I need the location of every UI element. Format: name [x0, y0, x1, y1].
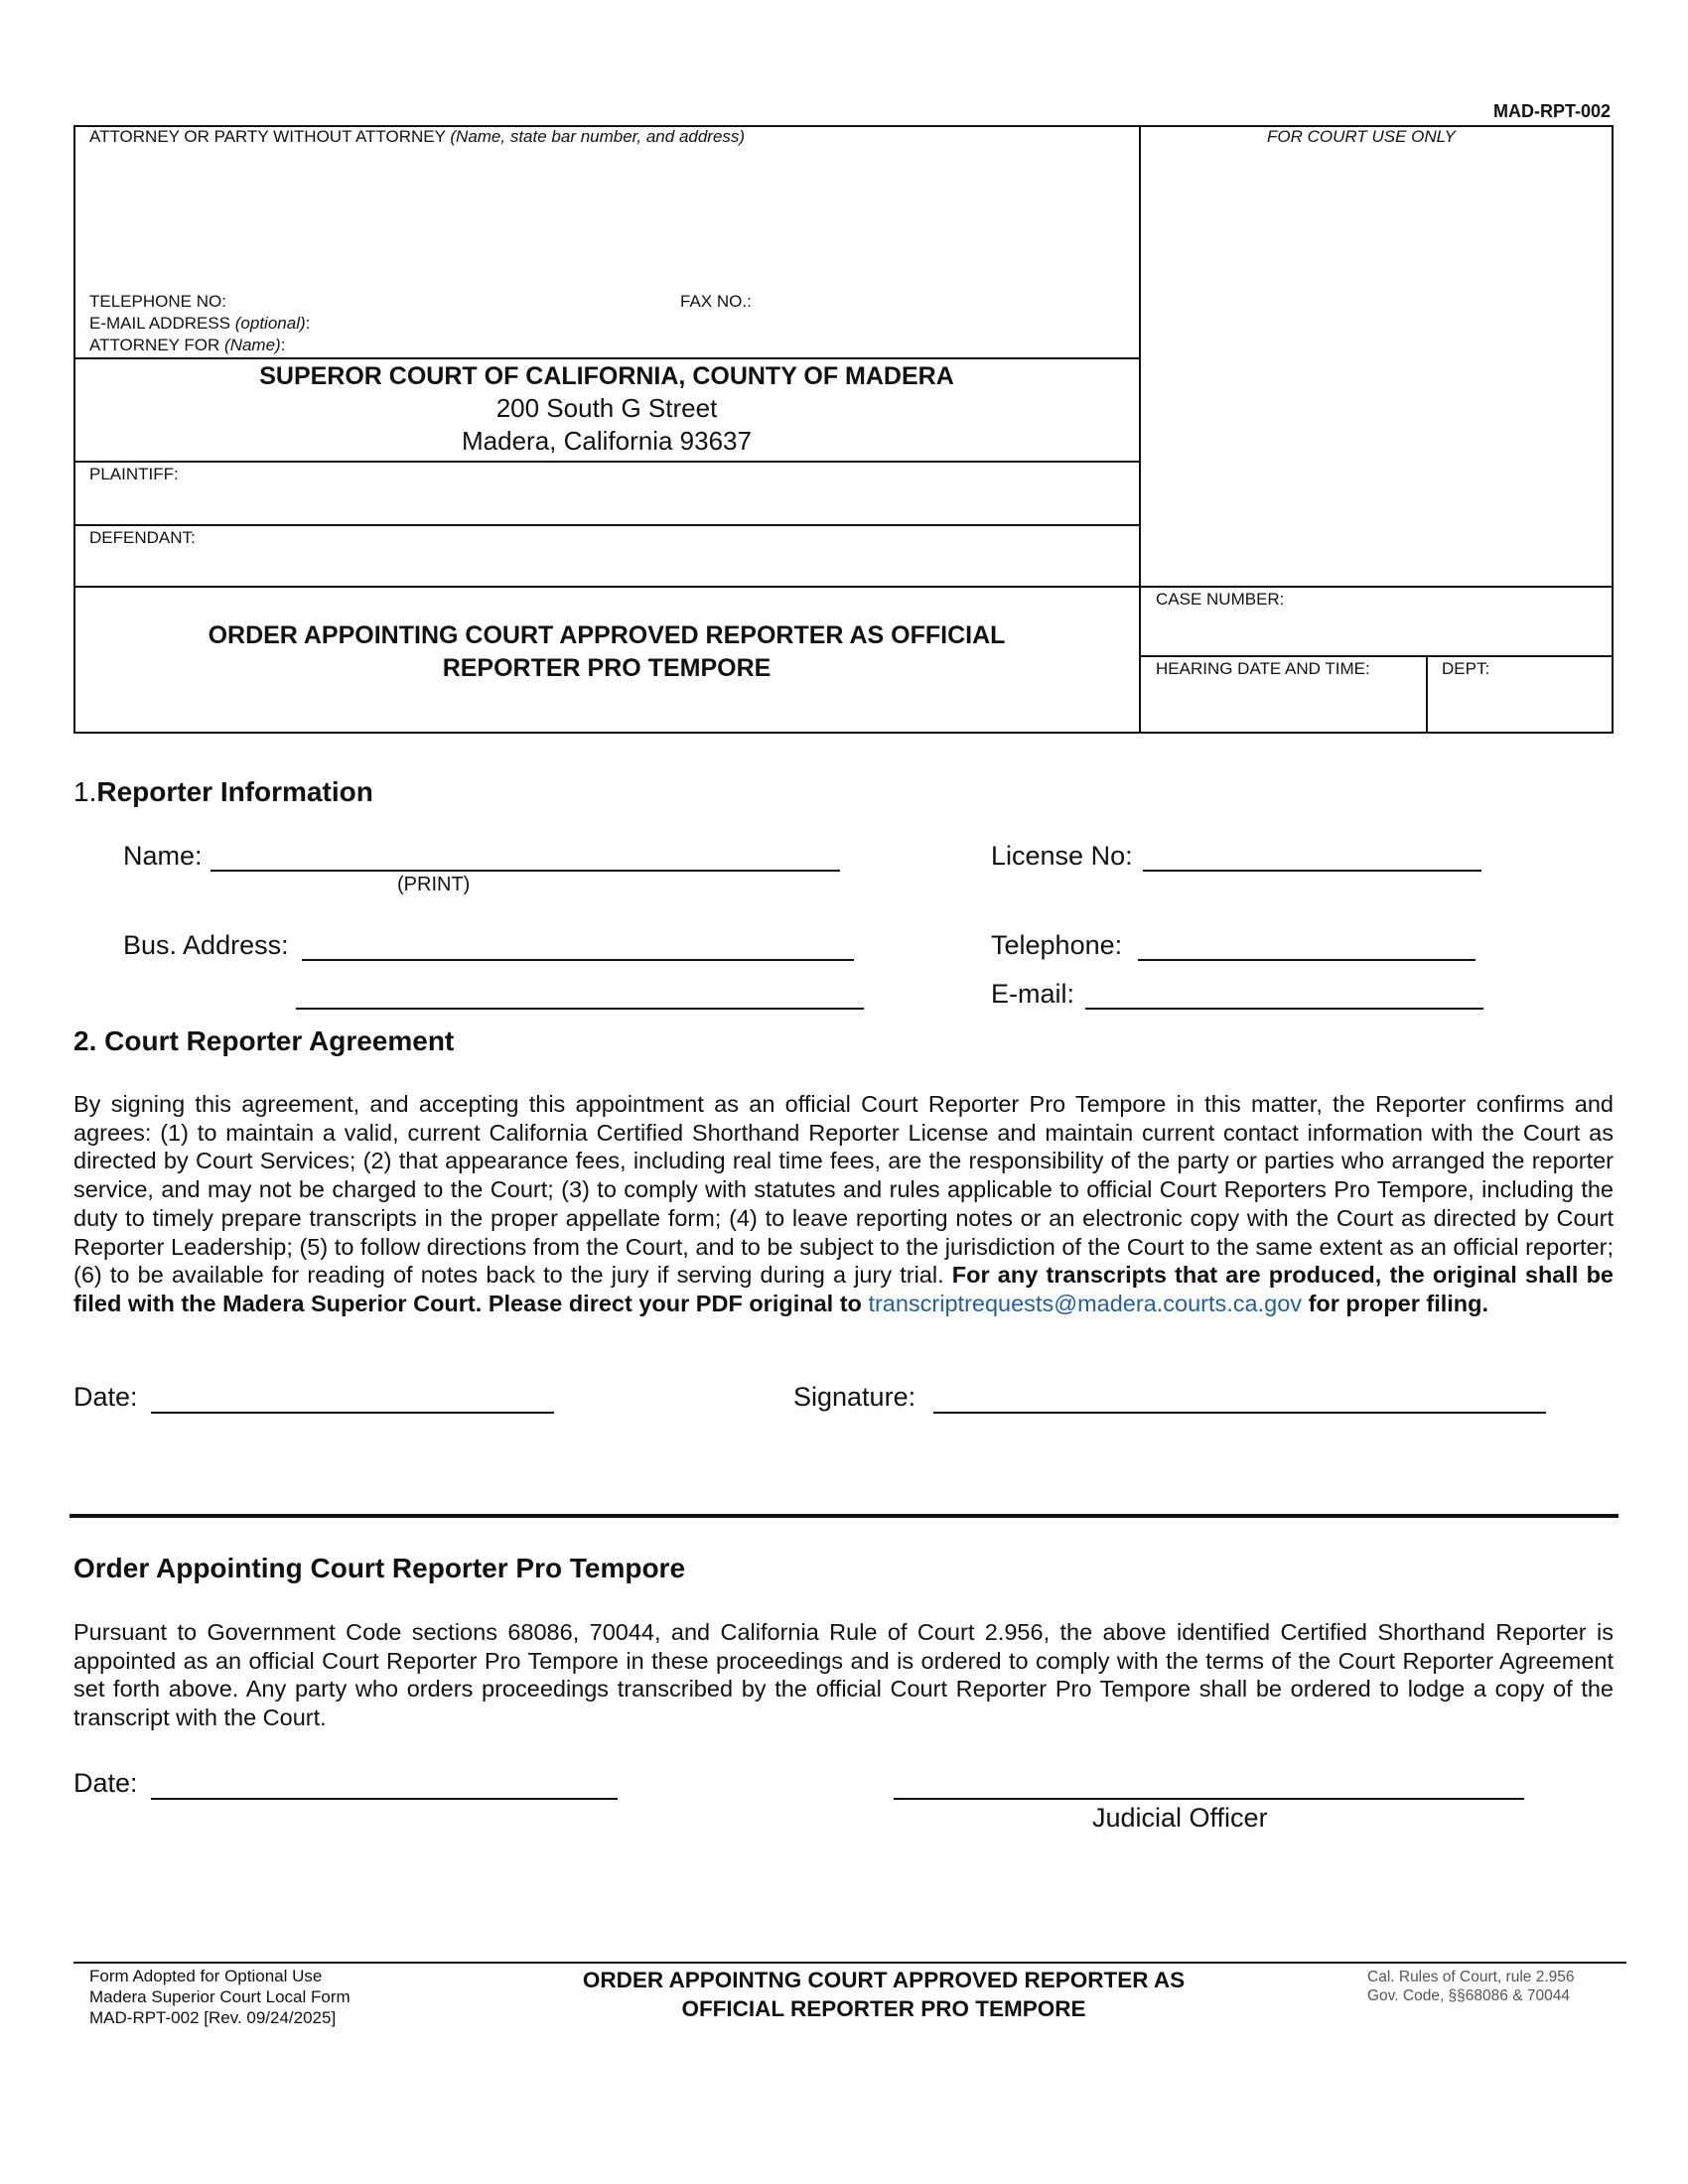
footer-title: ORDER APPOINTNG COURT APPROVED REPORTER AS OFFICIAL REPORTER PRO TEMPORE: [582, 1968, 1186, 2021]
dept-label: DEPT:: [1442, 659, 1490, 678]
agreement-heading: 2. Court Reporter Agreement: [73, 1025, 455, 1056]
rule-dept-divider: [1426, 655, 1428, 734]
form-id: MAD-RPT-002: [1492, 101, 1611, 121]
transcript-email-link[interactable]: transcriptrequests@madera.courts.ca.gov: [868, 1290, 1303, 1316]
agreement-date-label: Date:: [73, 1382, 138, 1412]
signature-label: Signature:: [793, 1382, 916, 1412]
telephone-field[interactable]: [1138, 959, 1476, 961]
order-date-label: Date:: [73, 1768, 138, 1798]
court-use-label: FOR COURT USE ONLY: [1267, 127, 1456, 146]
agreement-paragraph: By signing this agreement, and accepting this appointment as an official Court Reporter Pro Tempore in this matter, the Reporter confirms and agrees: (1) to maintain a valid, current California Certified Shorthand Reporter License and maintain current contact information with the Court as directed by Court Services; (2) that appearance fees, including real time fees, are the responsibility of the party or parties who arranged the reporter service, and may not be charged to the Court; (3) to comply with statutes and rules applicable to official Court Reporters Pro Tempore, including the duty to timely prepare transcripts in the proper appellate form; (4) to leave reporting notes or an electronic copy with the Court as directed by Court Reporter Leadership; (5) to follow directions from the Court, and to be subject to the jurisdiction of the Court to the same extent as an official reporter; (6) to be available for reading of notes back to the jury if serving during a jury trial. For any transcripts that are produced, the original shall be filed with the Madera Superior Court. Please direct your PDF original to transcriptrequests@madera.courts.ca.gov for proper filing.: [73, 1091, 1615, 1316]
bus-address-label: Bus. Address:: [123, 930, 289, 960]
reporter-email-label: E-mail:: [991, 979, 1075, 1009]
court-street: 200 South G Street: [495, 393, 718, 423]
reporter-info-heading: 1.Reporter Information: [73, 776, 373, 807]
reporter-name-field[interactable]: [211, 870, 840, 872]
signature-field[interactable]: [933, 1412, 1546, 1414]
order-paragraph: Pursuant to Government Code sections 68086, 70044, and California Rule of Court 2.956, the above identified Certified Shorthand Reporter is appointed as an official Court Reporter Pro Tempore in these proceedings and is ordered to comply with the terms of the Court Reporter Agreement set forth above. Any party who orders proceedings transcribed by the official Court Reporter Pro Tempore shall be ordered to lodge a copy of the transcript with the Court.: [73, 1619, 1614, 1731]
rule-defendant-top: [73, 524, 1140, 526]
judicial-officer-signature-field[interactable]: [894, 1798, 1524, 1800]
court-name: SUPEROR COURT OF CALIFORNIA, COUNTY OF MADERA: [259, 362, 954, 390]
rule-plaintiff-top: [73, 461, 1140, 463]
telephone-label: TELEPHONE NO:: [89, 292, 226, 311]
telephone-label: Telephone:: [991, 930, 1123, 960]
order-date-field[interactable]: [151, 1798, 618, 1800]
order-heading: Order Appointing Court Reporter Pro Tempore: [73, 1553, 686, 1583]
attorney-for-label: ATTORNEY FOR (Name):: [89, 336, 286, 354]
reporter-email-field[interactable]: [1085, 1008, 1483, 1010]
footer-left: Form Adopted for Optional Use Madera Superior Court Local Form MAD-RPT-002 [Rev. 09/24/2025]: [89, 1967, 351, 2027]
judicial-officer-label: Judicial Officer: [1092, 1803, 1268, 1833]
bus-address-field-1[interactable]: [302, 959, 854, 961]
footer-rule: [73, 1962, 1626, 1964]
court-address-block: [73, 361, 1140, 458]
attorney-label: ATTORNEY OR PARTY WITHOUT ATTORNEY (Name, state bar number, and address): [89, 127, 746, 146]
rule-case-number-bottom: [1139, 655, 1614, 657]
license-label: License No:: [991, 841, 1133, 871]
reporter-name-label: Name:: [123, 841, 203, 871]
section-divider: [70, 1514, 1618, 1518]
defendant-label: DEFENDANT:: [89, 528, 196, 547]
footer-citations: Cal. Rules of Court, rule 2.956 Gov. Code, §§68086 & 70044: [1367, 1969, 1575, 2004]
plaintiff-label: PLAINTIFF:: [89, 465, 179, 483]
email-label: E-MAIL ADDRESS (optional):: [89, 314, 311, 333]
print-note: (PRINT): [397, 874, 471, 895]
court-city: Madera, California 93637: [462, 426, 752, 456]
rule-court-top: [73, 357, 1140, 359]
hearing-date-label: HEARING DATE AND TIME:: [1156, 659, 1370, 678]
document-title: ORDER APPOINTING COURT APPROVED REPORTER AS OFFICIAL REPORTER PRO TEMPORE: [208, 621, 1006, 682]
license-field[interactable]: [1143, 870, 1481, 872]
fax-label: FAX NO.:: [680, 292, 752, 311]
case-number-label: CASE NUMBER:: [1156, 590, 1285, 609]
rule-title-top: [73, 586, 1614, 588]
bus-address-field-2[interactable]: [296, 1008, 864, 1010]
agreement-date-field[interactable]: [151, 1412, 554, 1414]
